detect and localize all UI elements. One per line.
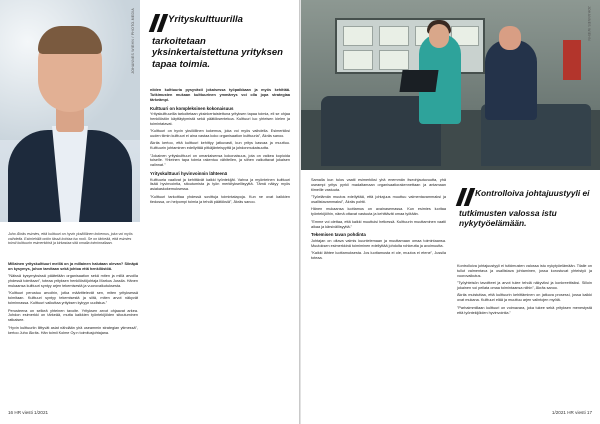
paragraph: "Hyvin kulttuuriin liittyvät asiat nähdään yhä useammin strategian ytimessä", kertoo Juho Äkräs. Hän toimii Kolme Oy:n toimitusjohtajana. <box>8 325 138 335</box>
paragraph: Samalla kun tulos vaatii esimerkiksi yhä enemmän itseohjautuvuutta, yhä useampi yritys pyrkii madaltamaan organisaatiorakennettaan ja antamaan tiimeille vastuuta. <box>311 178 446 192</box>
paragraph: niiden kulttuuria pysyvästi jokaisessa työpaikkaan ja myös kehittää. Tutkimusten mukaan kulttuurinen ymmärrys voi olla jopa strategiaa tärkeämpi. <box>150 88 290 102</box>
right-page <box>301 0 600 424</box>
photo-credit-right: JOHANNES WIEHN <box>587 6 591 41</box>
paragraph: "Työyhteisön tavoitteet ja arvot tulee tehdä näkyviksi ja konkreettisiksi. Silloin jokainen voi peilata omaa toimintaansa niihin", Äkräs sanoo. <box>457 281 592 290</box>
paragraph: Johtajan on oltava valmis kuuntelemaan ja muuttamaan omaa toimintaansa. Muutoksen esimerkkinä toimiminen edellyttää johdolta rohkeutta ja avoimuutta. <box>311 238 446 248</box>
subheading: Yrityskulttuuri hyvinvoinnin lähteenä <box>150 171 228 177</box>
paragraph: "Kulttuuri on hyvin yksilöllinen kokemus, joka voi myös vaihdella. Esimerkiksi uuden tiimin kulttuuri ei aina vastaa koko organisaation kulttuuria", Äkräs sanoo. <box>150 129 290 138</box>
workshop-photo <box>301 0 600 170</box>
left-page <box>0 0 299 424</box>
paragraph: "Kulttuuri tarkoittaa yhdessä sovittuja toimintatapoja. Kun ne ovat kaikkien tiedossa, on helpompi toimia ja tehdä päätöksiä", Äkräs sanoo. <box>150 194 290 204</box>
photo-caption: Juho Äkräs esimies, että kulttuuri on hyvin yksilöllinen kokemus, joka voi myös vaihdella. Esimiehillä onkin tässä kohtaa iso rooli. Se on tärkeää, että esimies toimii kulttuurin esimerkkinä ja kirkastaa sitä omalla toiminnallaan. <box>8 232 133 246</box>
paragraph: Äkräs kertoo, että kulttuuri kehittyy jatkuvasti, kun yritys kasvaa ja muuttuu. Kulttuurin johtaminen edellyttää pitkäjänteisyyttä ja johdonmukaisuutta. <box>150 141 290 151</box>
quote-mark-icon <box>459 188 475 208</box>
paragraph: "Kaikki lähtee luottamuksesta. Jos luottamusta ei ole, muutos ei etene", Jussila toteaa. <box>311 251 446 260</box>
article-column-2 <box>150 88 290 207</box>
paragraph: "Parhaimmillaan kulttuuri on voimavara, joka tukee sekä yrityksen menestystä että työntekijöiden hyvinvointia." <box>457 305 592 315</box>
photo-credit: JOHANNES WIEHN / PHOTO-MEDIA <box>131 8 135 74</box>
paragraph: Kontrolloiva johtajuustyyli ei tutkimusten valossa istu nykytyöelämään. Tilalle on tullut valmentava ja osallistava johtaminen, jossa korostuvat yhteistyö ja vuorovaikutus. <box>457 264 592 278</box>
paragraph: Yrityskulttuurilla tarkoitetaan yksinkertaistettuna yrityksen tapaa toimia, eli se ohjaa henkilöstön käyttäytymistä sekä päätöksentekoa. Kulttuuri luo yhteisen kielen ja toimintatavat. <box>150 111 290 126</box>
paragraph: "Jokainen yrityskulttuuri on omanlaisensa kokonaisuus, jota on vaikea kopioida toiselle. Yhteinen tapa toimia rakentuu vähitellen, ja siihen vaikuttavat jokaisen valinnat." <box>150 153 290 168</box>
quote-mark-icon <box>152 14 168 36</box>
paragraph: Äkräs muistuttaa, että kulttuurin kehittäminen on jatkuva prosessi, jossa kaikki ovat mukana. Kulttuuri elää ja muuttuu arjen valintojen myötä. <box>457 293 592 303</box>
page-folio-right: 1/2021 HR viesti 17 <box>551 410 592 415</box>
pull-quote-right <box>459 188 597 229</box>
paragraph: Hänen mukaansa luottamus on avainasemassa. Kun esimies luottaa työntekijöihin, nämä ottavat vastuuta ja kehittävät omaa työtään. <box>311 207 446 217</box>
pull-quote-right-text: Kontrolloiva johtajuustyyli ei tutkimusten valossa istu nykytyöelämään. <box>459 188 590 229</box>
paragraph: "Kulttuuri perustuu arvoihin, jotka määrittelevät sen, miten yrityksessä toimitaan. Kulttuuri syntyy tekemisestä ja siitä, miten arvot näkyvät toiminnassa. Kulttuuri vaikuttaa yrityksen kykyyn uudistua." <box>8 291 138 306</box>
article-column-3 <box>311 178 446 263</box>
pull-quote <box>152 14 292 70</box>
subheading: Kulttuuri on kompleksinen kokonaisuus <box>150 105 234 111</box>
paragraph: Perusteena on selkeä yhteinen tavoite. Yrityksen arvot ohjaavat arkea. Johdon esimerkki on tärkeää, mutta kaikkien työntekijöiden sitoutuminen ratkaisee. <box>8 308 138 323</box>
paragraph: Millainen yrityskulttuuri meillä on ja millainen halutaan olevan? Siinäpä on kysymys, johon tarvitaan sekä johtoa että henkilöstöä. <box>8 262 138 271</box>
article-column-4 <box>457 264 592 318</box>
article-column-1 <box>8 262 138 338</box>
page-folio: 16 HR viesti 1/2021 <box>8 410 49 415</box>
paragraph: "Työelämän muutos edellyttää, että johtajuus muuttuu valmentavammaksi ja osallistavammaksi", Äkräs pohtii. <box>311 195 446 204</box>
paragraph: "Näissä kysymyksissä päätetään organisaation sekä miten ja millä arvoilla yhdessä toimitaan", toteaa yrityksen henkilöstöjohtaja Markus Jussila. Hänen mukaansa kulttuuri syntyy arjen tekemisestä ja vuorovaikutuksesta. <box>8 274 138 288</box>
pull-quote-text: Yrityskulttuurilla tarkoitetaan yksinkertaistettuna yrityksen tapaa toimia. <box>152 14 283 70</box>
portrait-photo <box>0 0 140 222</box>
paragraph: Kulttuuria vaalivat ja kehittävät kaikki työntekijät. Vahva ja myönteinen kulttuuri lisää hyvinvointia, sitoutumista ja työn merkityksellisyyttä. Tämä näkyy myös asiakaskokemuksessa. <box>150 177 290 192</box>
paragraph: "Emme voi olettaa, että kaikki muuttuisi hetkessä. Kulttuurin muuttaminen vaatii aikaa ja kärsivällisyyttä." <box>311 219 446 229</box>
subheading: Tekemisen tavan pohdinta <box>311 232 366 238</box>
